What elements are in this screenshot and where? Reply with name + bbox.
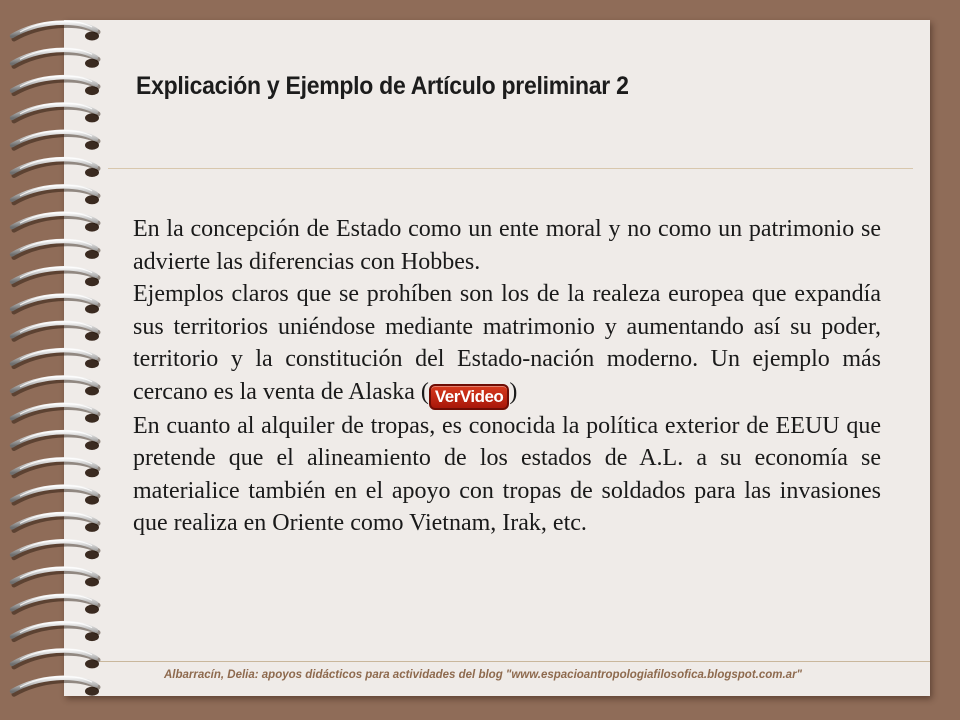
spiral-coil bbox=[12, 622, 99, 641]
title-divider bbox=[108, 168, 913, 169]
spiral-coil bbox=[12, 76, 99, 95]
spiral-coil bbox=[12, 103, 99, 122]
spiral-coil bbox=[12, 49, 99, 68]
footer-credit: Albarracín, Delia: apoyos didácticos para actividades del blog "www.espacioantropologiafilosofica.blogspot.com.ar" bbox=[164, 669, 803, 681]
ver-video-button[interactable]: VerVideo bbox=[429, 384, 509, 410]
spiral-coil bbox=[12, 294, 99, 313]
footer-divider bbox=[100, 661, 930, 662]
paragraph-examples bbox=[133, 278, 881, 410]
spiral-coil bbox=[12, 649, 99, 668]
spiral-binding bbox=[0, 0, 120, 720]
spiral-coil bbox=[12, 595, 99, 614]
spiral-coil bbox=[12, 267, 99, 286]
slide-title: Explicación y Ejemplo de Artículo preliminar 2 bbox=[136, 72, 629, 100]
spiral-coil bbox=[12, 567, 99, 586]
spiral-coil bbox=[12, 486, 99, 505]
spiral-coil bbox=[12, 458, 99, 477]
spiral-coil bbox=[12, 131, 99, 150]
spiral-coil bbox=[12, 540, 99, 559]
spiral-coil bbox=[12, 513, 99, 532]
paragraph-troops: En cuanto al alquiler de tropas, es conocida la política exterior de EEUU que pretende que el alineamiento de los estados de A.L. a su economía se materialice también en el apoyo con tropas de soldados para las invasiones que realiza en Oriente como Vietnam, Irak, etc. bbox=[133, 412, 881, 536]
spiral-coil bbox=[12, 185, 99, 204]
paragraph-examples-close: ) bbox=[509, 378, 518, 405]
slide-body bbox=[133, 213, 881, 540]
paragraph-hobbes: En la concepción de Estado como un ente moral y no como un patrimonio se advierte las diferencias con Hobbes. bbox=[133, 216, 881, 275]
paragraph-examples-text: Ejemplos claros que se prohíben son los de la realeza europea que expandía sus territorios uniéndose mediante matrimonio y aumentando así su poder, territorio y la constitución del Estado-nación moderno. Un ejemplo más cercano es la venta de Alaska ( bbox=[133, 281, 881, 405]
spiral-coil bbox=[12, 431, 99, 450]
spiral-coil bbox=[12, 349, 99, 368]
spiral-coil bbox=[12, 21, 99, 40]
spiral-coil bbox=[12, 213, 99, 232]
spiral-coil bbox=[12, 240, 99, 259]
spiral-coil bbox=[12, 376, 99, 395]
spiral-coil bbox=[12, 677, 99, 696]
spiral-coil bbox=[12, 404, 99, 423]
spiral-coil bbox=[12, 322, 99, 341]
spiral-coil bbox=[12, 158, 99, 177]
